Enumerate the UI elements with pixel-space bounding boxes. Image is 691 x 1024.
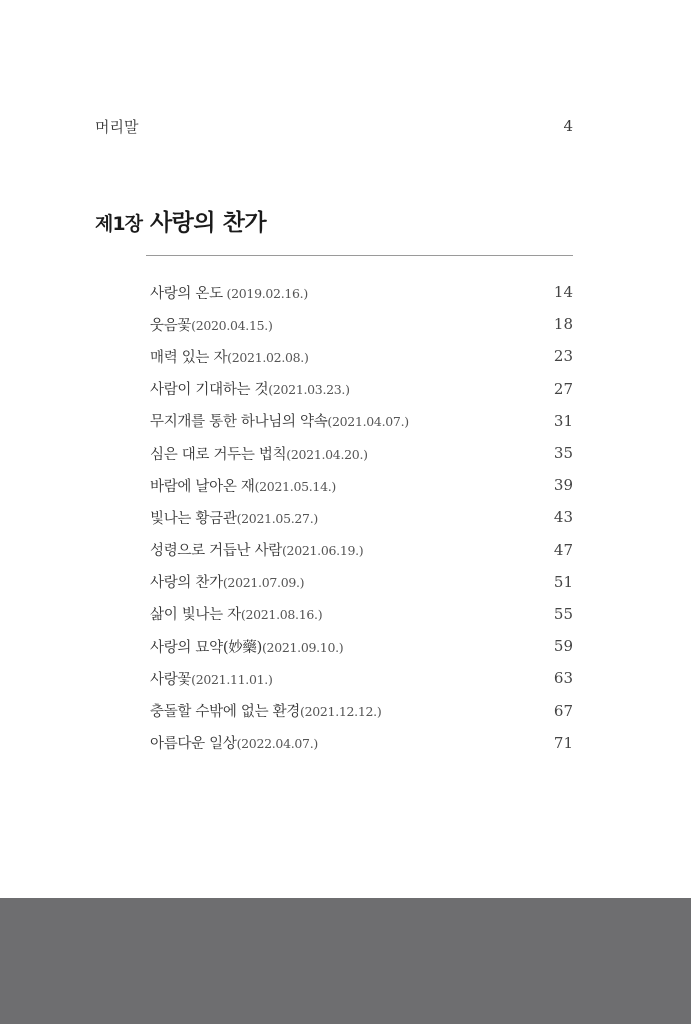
toc-entry-label [150, 410, 409, 431]
toc-entry-title: 웃음꽃 [150, 317, 192, 334]
toc-entry-title: 매력 있는 자 [150, 349, 228, 366]
toc-entry[interactable] [150, 373, 573, 405]
toc-entry[interactable] [150, 437, 573, 469]
toc-entry-page-number: 71 [553, 733, 573, 752]
toc-entry-date: (2021.04.07.) [327, 414, 409, 430]
toc-entry-label [150, 507, 318, 528]
toc-entry-title: 사람이 기대하는 것 [150, 382, 269, 399]
toc-entry-date: (2022.04.07.) [236, 736, 318, 752]
toc-entry-title: 아름다운 일상 [150, 736, 237, 753]
toc-entry-title: 삶이 빛나는 자 [150, 607, 241, 624]
toc-entry[interactable] [150, 276, 573, 308]
toc-entry-date: (2021.02.08.) [227, 349, 309, 365]
toc-entry[interactable] [150, 694, 573, 726]
toc-entry-page-number: 51 [553, 572, 573, 591]
toc-entry-title: 심은 대로 거두는 법칙 [150, 446, 287, 463]
toc-entry-label [150, 700, 381, 721]
toc-entry-title: 사랑의 찬가 [150, 575, 223, 592]
toc-entry-label [150, 282, 308, 303]
chapter-title: 사랑의 찬가 [149, 210, 267, 236]
toc-entry-label [150, 571, 304, 592]
toc-entry-page-number: 31 [553, 411, 573, 430]
chapter-divider [146, 255, 573, 256]
chapter-heading [95, 204, 266, 237]
toc-entry[interactable] [150, 501, 573, 533]
toc-entry[interactable] [150, 598, 573, 630]
toc-entry[interactable] [150, 630, 573, 662]
toc-entry-label [150, 732, 318, 753]
toc-entry-title: 사랑꽃 [150, 671, 192, 688]
toc-entry-title: 빛나는 황금관 [150, 510, 237, 527]
toc-entry-page-number: 14 [553, 283, 573, 302]
toc-entry[interactable] [150, 340, 573, 372]
toc-entry-title: 성령으로 거듭난 사람 [150, 543, 282, 560]
toc-entry-date: (2020.04.15.) [191, 317, 273, 333]
toc-entry-date: (2021.04.20.) [286, 446, 368, 462]
toc-entry-date: (2021.07.09.) [222, 575, 305, 591]
toc-entry-page-number: 23 [553, 347, 573, 366]
toc-entry-date: (2021.03.23.) [268, 382, 350, 398]
toc-entry[interactable] [150, 534, 573, 566]
toc-entry-date: (2021.06.19.) [281, 543, 364, 559]
toc-entry[interactable] [150, 308, 573, 340]
toc-entry-label [150, 668, 273, 689]
footer-band [0, 898, 691, 1024]
toc-entry-title: 충돌할 수밖에 없는 환경 [150, 704, 300, 721]
toc-entry-page-number: 27 [553, 379, 573, 398]
toc-entry[interactable] [150, 566, 573, 598]
toc-entry-label [150, 346, 309, 367]
toc-entry-label [150, 475, 336, 496]
toc-entry-title: 바람에 날아온 재 [150, 478, 255, 495]
toc-entry-label [150, 378, 350, 399]
chapter-number: 제1장 [95, 213, 142, 235]
toc-entry-date: (2021.05.27.) [236, 510, 318, 526]
toc-entry-title: 사랑의 온도 [150, 285, 223, 302]
toc-entry-page-number: 63 [553, 669, 573, 688]
toc-entry-page-number: 39 [553, 476, 573, 495]
toc-entry-title: 무지개를 통한 하나님의 약속 [150, 414, 328, 431]
preface-row[interactable] [95, 114, 573, 138]
toc-entry-date: (2021.12.12.) [300, 704, 382, 720]
toc-entry-label [150, 636, 343, 657]
toc-entry-label [150, 314, 273, 335]
toc-entry-date: (2021.09.10.) [261, 639, 344, 655]
toc-entry-label [150, 443, 368, 464]
toc-entry-page-number: 35 [553, 444, 573, 463]
toc-entry-date: (2021.08.16.) [240, 607, 323, 623]
toc-entry[interactable] [150, 405, 573, 437]
toc-entry-page-number: 67 [553, 701, 573, 720]
toc-entry-label [150, 603, 322, 624]
toc-list [150, 276, 573, 759]
toc-entry-title: 사랑의 묘약(妙藥) [150, 639, 262, 656]
toc-entry-page-number: 47 [553, 540, 573, 559]
toc-entry-label [150, 539, 363, 560]
toc-entry-date: (2021.11.01.) [191, 671, 273, 687]
toc-entry-date: (2019.02.16.) [222, 285, 308, 301]
toc-entry[interactable] [150, 662, 573, 694]
toc-entry-page-number: 18 [553, 315, 573, 334]
toc-entry-date: (2021.05.14.) [254, 478, 336, 494]
toc-entry-page-number: 43 [553, 508, 573, 527]
toc-entry[interactable] [150, 727, 573, 759]
toc-entry-page-number: 55 [553, 604, 573, 623]
preface-page-number: 4 [563, 117, 573, 135]
toc-entry-page-number: 59 [553, 637, 573, 656]
preface-title: 머리말 [95, 117, 139, 136]
toc-entry[interactable] [150, 469, 573, 501]
